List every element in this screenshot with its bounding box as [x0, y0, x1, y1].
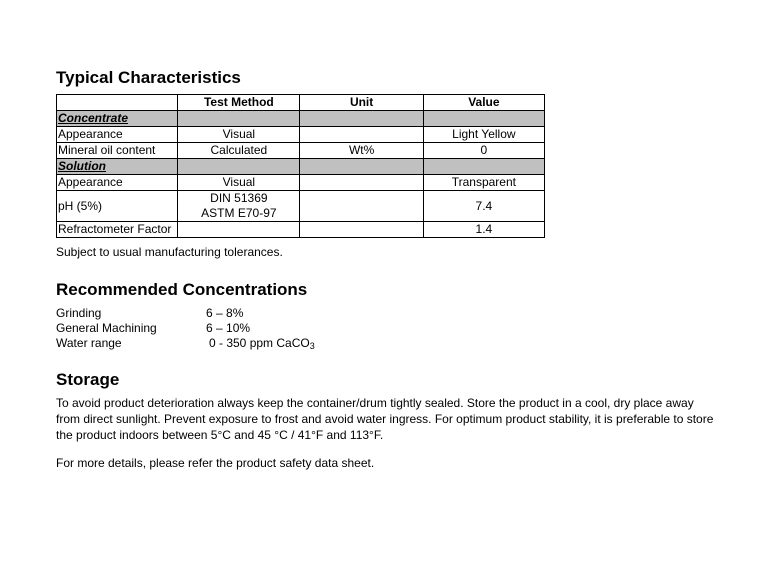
value: 7.4: [423, 191, 544, 222]
typical-characteristics-heading: Typical Characteristics: [56, 68, 241, 87]
table-row: [57, 191, 545, 222]
test-method-line: ASTM E70-97: [201, 206, 277, 220]
concentration-value: 6 – 8%: [206, 306, 244, 320]
recommended-concentrations-heading: Recommended Concentrations: [56, 280, 308, 299]
property-name: Refractometer Factor: [57, 222, 178, 238]
concentration-value: 6 – 10%: [206, 321, 251, 335]
recommended-concentrations-list: [56, 306, 315, 351]
list-item: [56, 321, 315, 336]
list-item: [56, 336, 315, 351]
table-row: [57, 143, 545, 159]
section-label: Concentrate: [57, 111, 178, 127]
unit: [300, 175, 423, 191]
property-name: Appearance: [57, 175, 178, 191]
value: Light Yellow: [423, 127, 544, 143]
header-cell: [57, 95, 178, 111]
typical-characteristics-table: [56, 94, 545, 238]
value: 0: [423, 143, 544, 159]
more-details-paragraph: For more details, please refer the product safety data sheet.: [56, 456, 375, 470]
header-cell: Unit: [300, 95, 423, 111]
section-label: Solution: [57, 159, 178, 175]
property-name: pH (5%): [57, 191, 178, 222]
application-label: General Machining: [56, 321, 157, 335]
header-cell: Test Method: [178, 95, 300, 111]
unit: [300, 222, 423, 238]
value-subscript: 3: [309, 341, 315, 351]
list-item: [56, 306, 315, 321]
storage-heading: Storage: [56, 370, 120, 389]
application-label: Water range: [56, 336, 122, 350]
value: Transparent: [423, 175, 544, 191]
property-name: Appearance: [57, 127, 178, 143]
test-method-line: DIN 51369: [210, 191, 268, 205]
value-text: 0 - 350 ppm CaCO: [209, 336, 310, 350]
test-method: Visual: [178, 127, 300, 143]
test-method: [178, 222, 300, 238]
section-row-concentrate: [57, 111, 545, 127]
property-name: Mineral oil content: [57, 143, 178, 159]
tolerance-note: Subject to usual manufacturing tolerances.: [56, 245, 283, 259]
table-row: [57, 127, 545, 143]
header-cell: Value: [423, 95, 544, 111]
value: 1.4: [423, 222, 544, 238]
concentration-value: [206, 336, 315, 351]
table-header-row: [57, 95, 545, 111]
unit: [300, 191, 423, 222]
unit: Wt%: [300, 143, 423, 159]
section-row-solution: [57, 159, 545, 175]
test-method: Visual: [178, 175, 300, 191]
table-row: [57, 222, 545, 238]
application-label: Grinding: [56, 306, 102, 320]
test-method: [178, 191, 300, 222]
test-method: Calculated: [178, 143, 300, 159]
unit: [300, 127, 423, 143]
storage-paragraph: To avoid product deterioration always keep the container/drum tightly sealed. Store the product in a cool, dry place away from direct sunlight. Prevent exposure to frost and avoid water ingress. For optimum product stability, it is preferable to store the product indoors between 5°C and 45 °C / 41°F and 113°F.: [56, 396, 714, 442]
table-row: [57, 175, 545, 191]
